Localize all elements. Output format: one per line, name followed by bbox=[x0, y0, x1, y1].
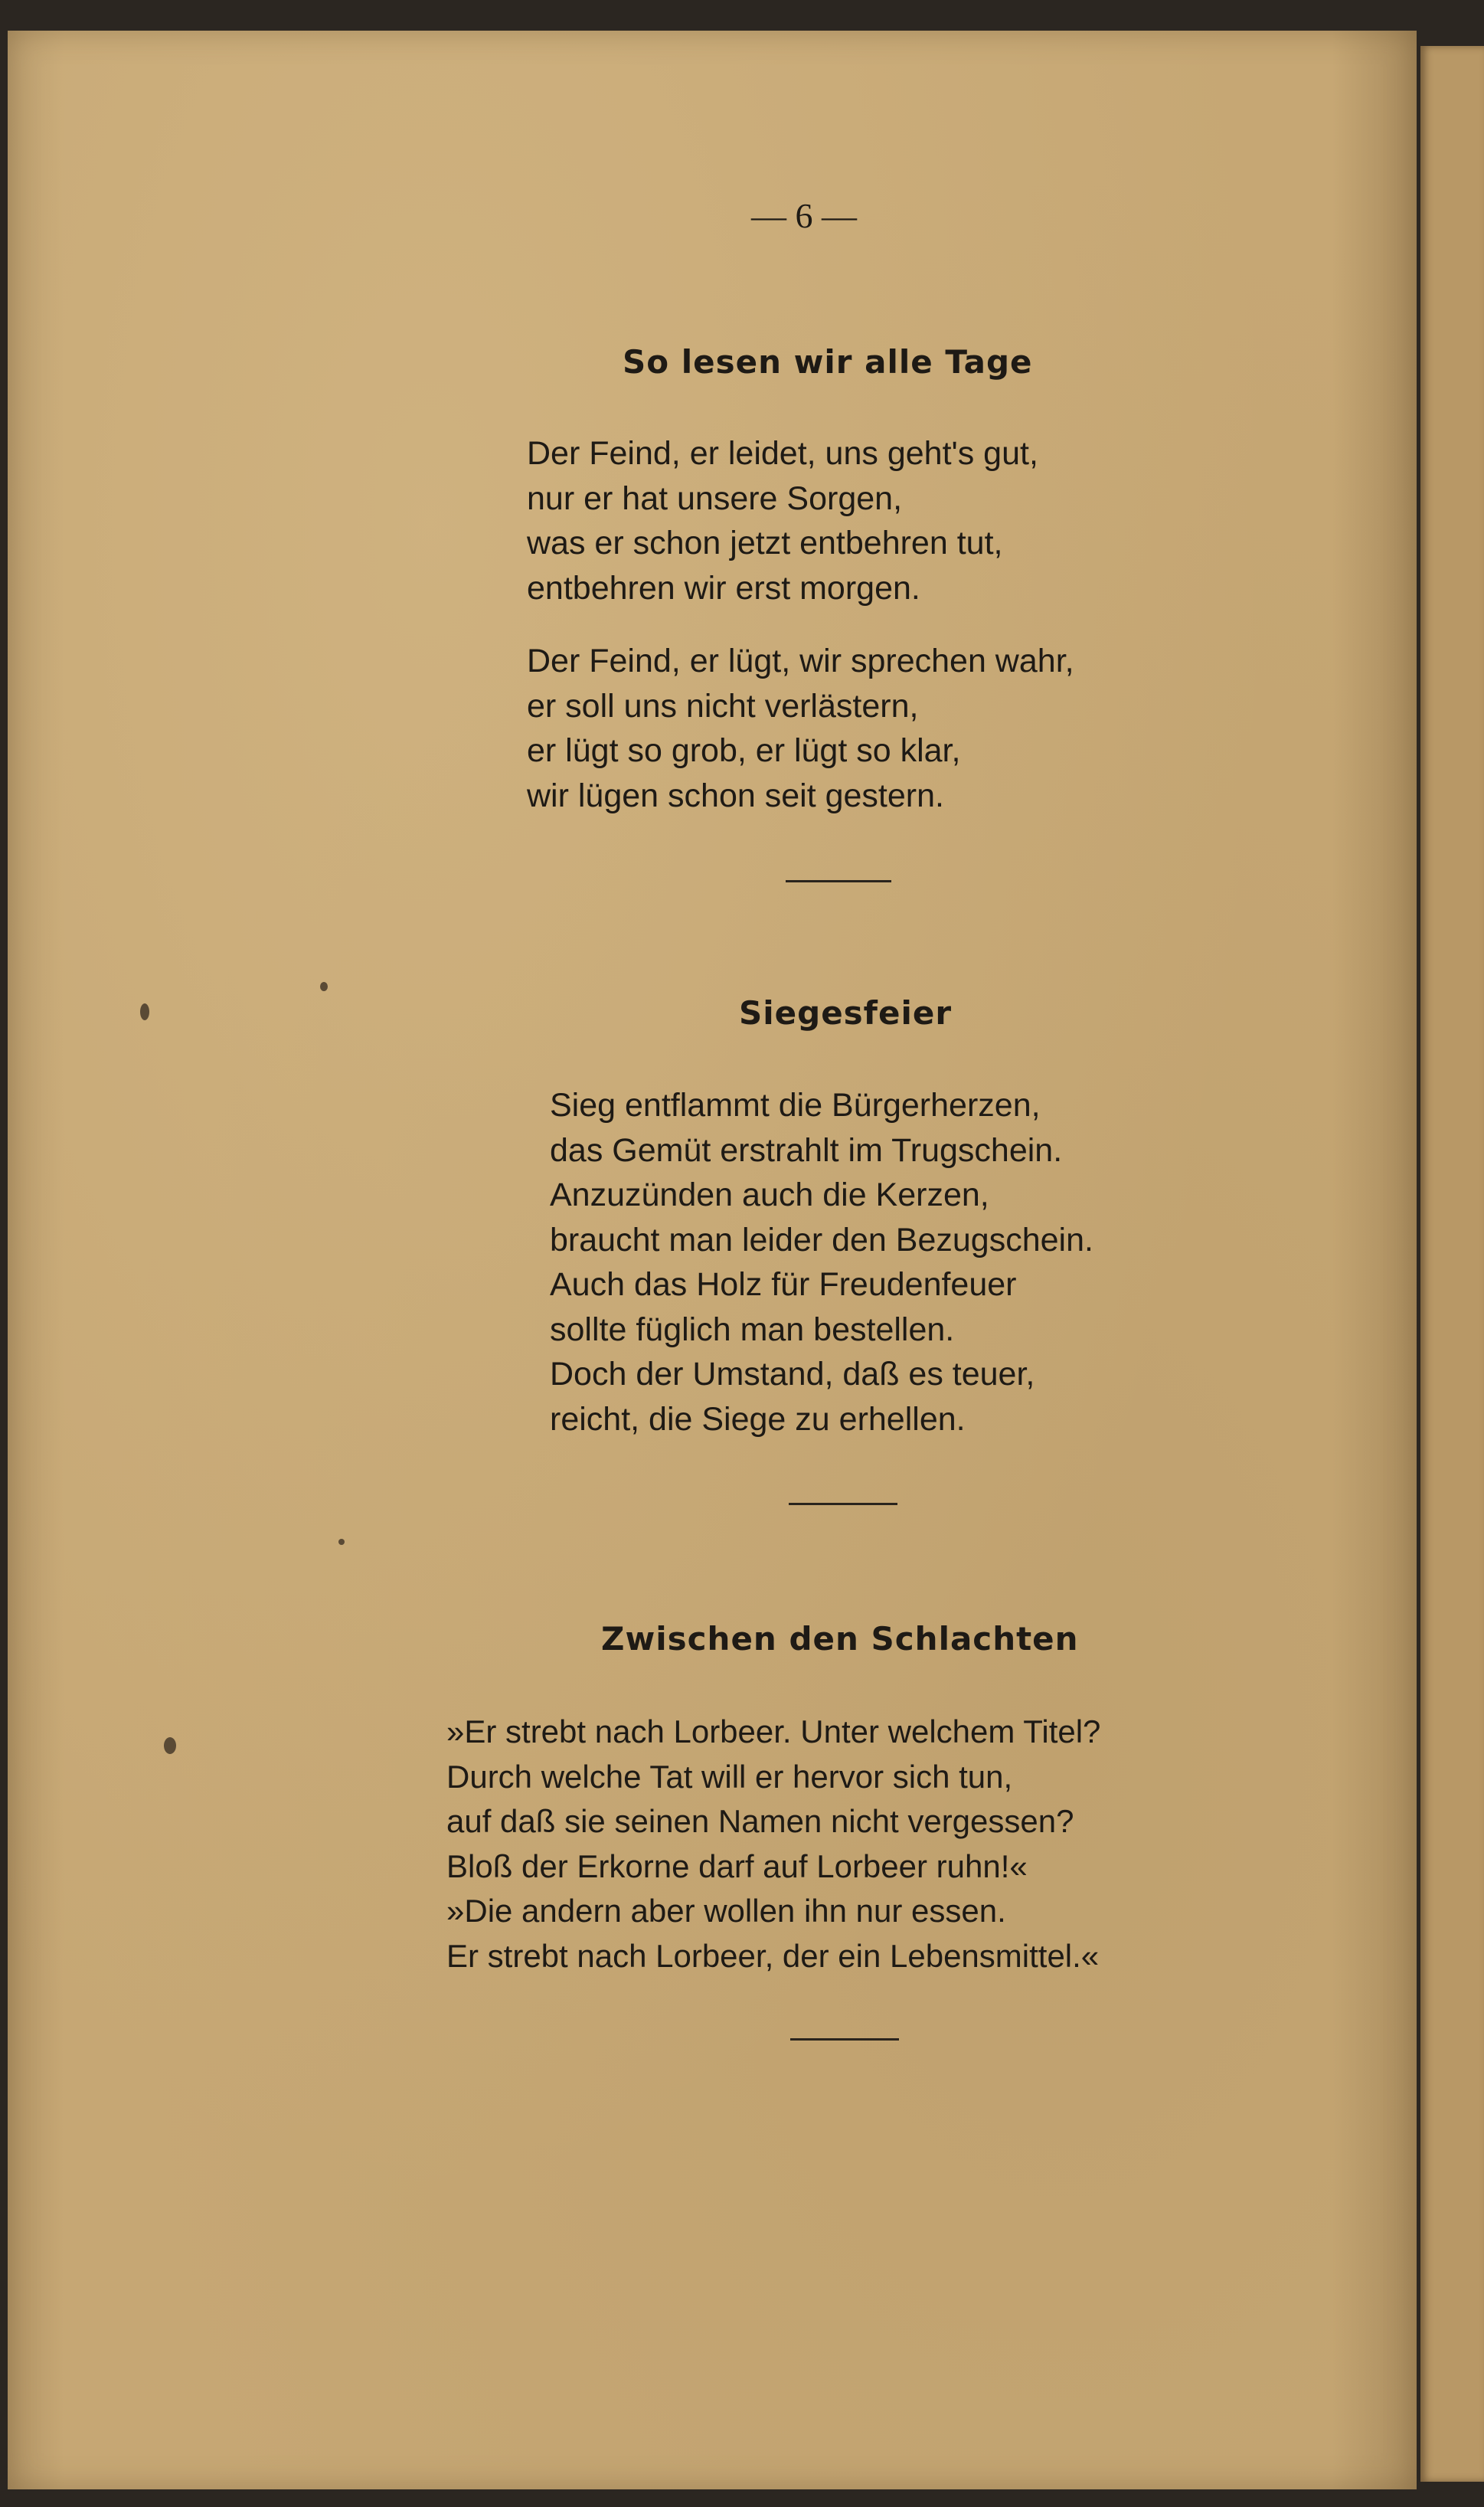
poem-3-stanza-1 bbox=[446, 1710, 1100, 1978]
section-divider bbox=[790, 2038, 899, 2041]
poem-line: Anzuzünden auch die Kerzen, bbox=[550, 1177, 989, 1213]
poem-line: Der Feind, er leidet, uns geht's gut, bbox=[527, 435, 1038, 472]
poem-2-stanza-1 bbox=[550, 1083, 1093, 1442]
poem-1-stanza-1 bbox=[527, 431, 1038, 610]
paper-speck bbox=[338, 1539, 345, 1545]
poem-1-stanza-2 bbox=[527, 639, 1074, 818]
paper-speck bbox=[320, 982, 328, 991]
poem-line: Auch das Holz für Freudenfeuer bbox=[550, 1266, 1017, 1303]
poem-line: Bloß der Erkorne darf auf Lorbeer ruhn!« bbox=[446, 1848, 1028, 1884]
adjacent-page-edge bbox=[1420, 46, 1484, 2482]
poem-line: auf daß sie seinen Namen nicht vergessen? bbox=[446, 1803, 1074, 1839]
poem-line: »Er strebt nach Lorbeer. Unter welchem Titel? bbox=[446, 1713, 1101, 1749]
poem-line: nur er hat unsere Sorgen, bbox=[527, 479, 903, 517]
poem-title-1: So lesen wir alle Tage bbox=[623, 343, 1033, 381]
poem-line: Der Feind, er lügt, wir sprechen wahr, bbox=[527, 643, 1074, 679]
paper-speck bbox=[164, 1737, 176, 1754]
poem-title-3: Zwischen den Schlachten bbox=[601, 1620, 1079, 1658]
section-divider bbox=[786, 880, 891, 882]
poem-line: entbehren wir erst morgen. bbox=[527, 569, 920, 607]
poem-title-2: Siegesfeier bbox=[739, 994, 953, 1032]
poem-line: er lügt so grob, er lügt so klar, bbox=[527, 732, 961, 769]
poem-line: reicht, die Siege zu erhellen. bbox=[550, 1400, 966, 1438]
poem-line: sollte füglich man bestellen. bbox=[550, 1311, 955, 1348]
poem-line: das Gemüt erstrahlt im Trugschein. bbox=[550, 1131, 1063, 1169]
section-divider bbox=[789, 1503, 897, 1505]
poem-line: was er schon jetzt entbehren tut, bbox=[527, 525, 1003, 561]
poem-line: Durch welche Tat will er hervor sich tun, bbox=[446, 1758, 1013, 1795]
poem-line: »Die andern aber wollen ihn nur essen. bbox=[446, 1893, 1006, 1929]
paper-speck bbox=[140, 1003, 149, 1020]
poem-line: braucht man leider den Bezugschein. bbox=[550, 1221, 1093, 1258]
poem-line: wir lügen schon seit gestern. bbox=[527, 777, 944, 814]
poem-line: Sieg entflammt die Bürgerherzen, bbox=[550, 1087, 1041, 1124]
poem-line: er soll uns nicht verlästern, bbox=[527, 687, 919, 725]
poem-line: Er strebt nach Lorbeer, der ein Lebensmittel.« bbox=[446, 1937, 1100, 1974]
page-number: — 6 — bbox=[751, 196, 857, 235]
poem-line: Doch der Umstand, daß es teuer, bbox=[550, 1356, 1035, 1393]
